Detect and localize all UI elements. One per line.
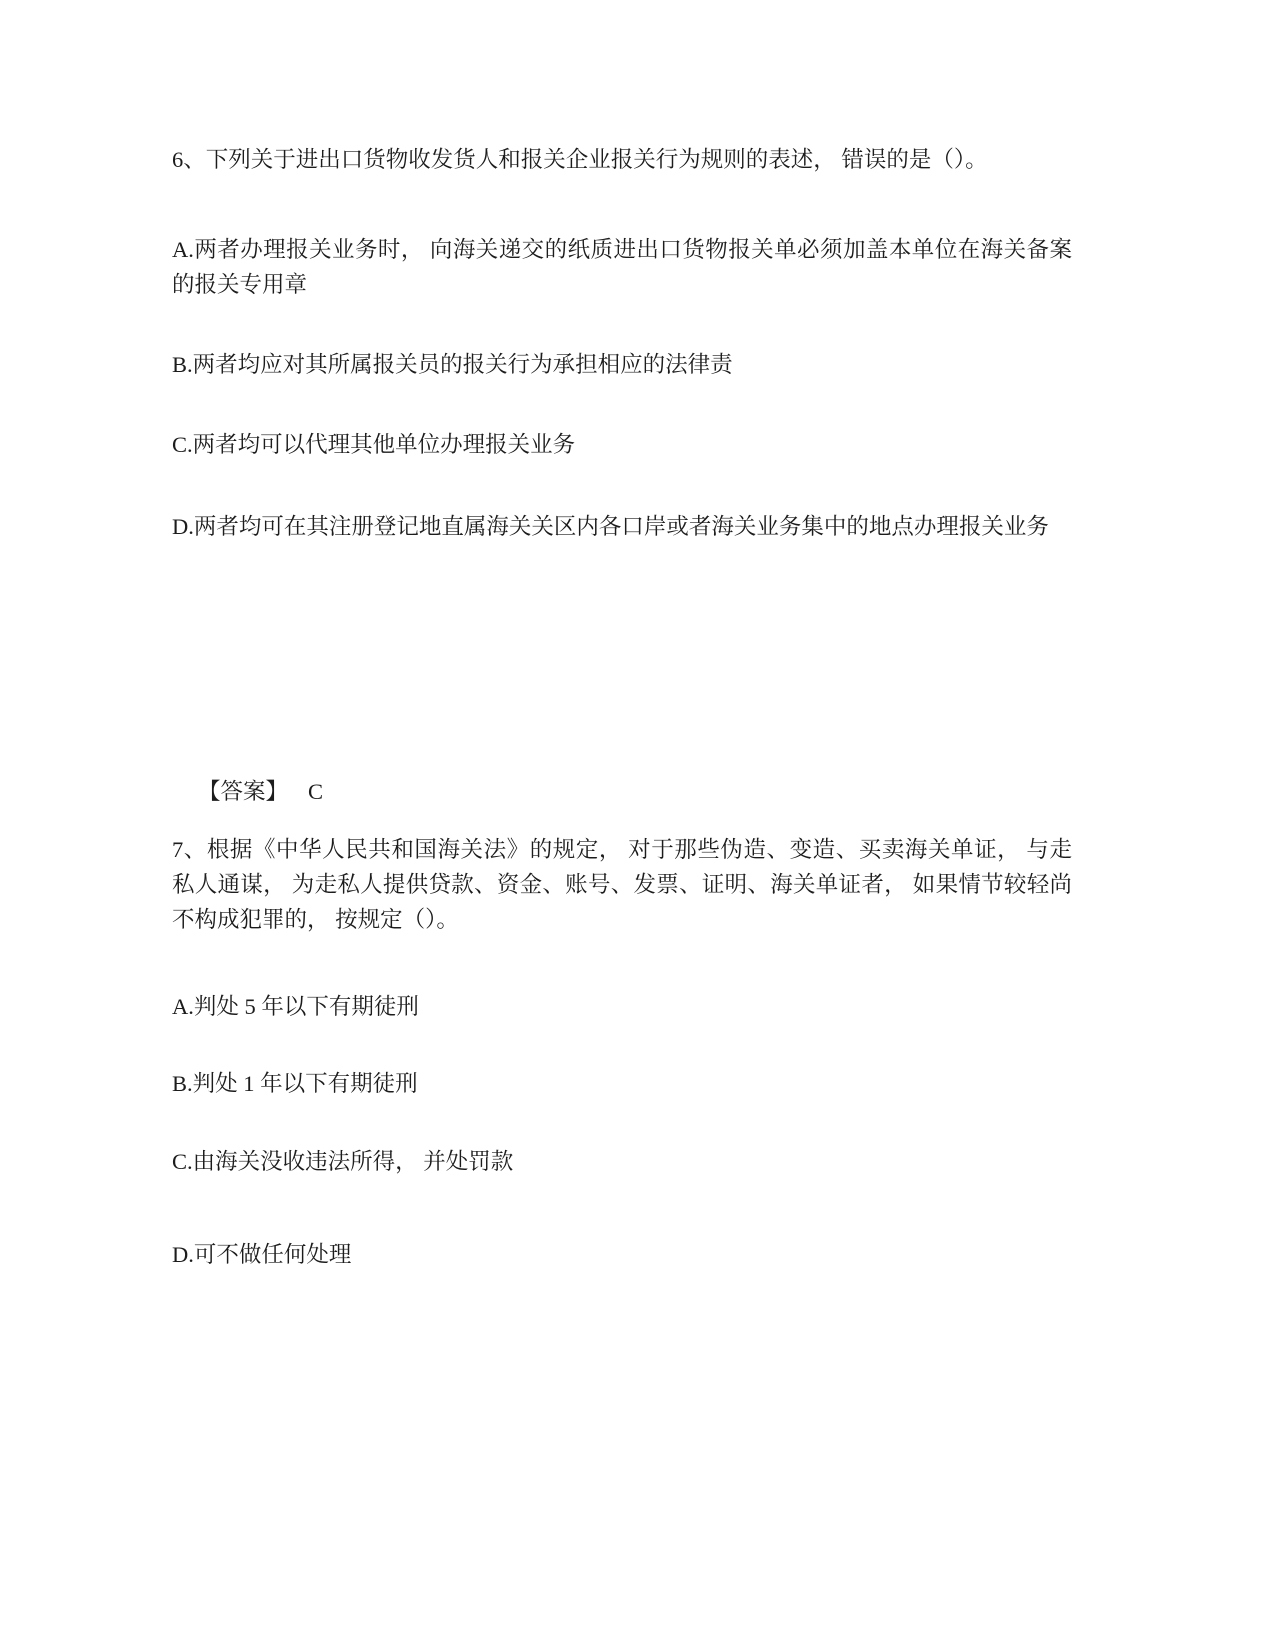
question-6-answer bbox=[198, 774, 1072, 809]
question-6-text: 下列关于进出口货物收发货人和报关企业报关行为规则的表述， 错误的是（）。 bbox=[205, 147, 988, 172]
option-label-c: C. bbox=[172, 1149, 193, 1174]
option-label-b: B. bbox=[172, 1071, 193, 1096]
option-label-d: D. bbox=[172, 1242, 194, 1267]
option-text-b: 两者均应对其所属报关员的报关行为承担相应的法律责 bbox=[192, 352, 733, 377]
option-text-c: 由海关没收违法所得， 并处罚款 bbox=[192, 1149, 514, 1174]
option-text-c: 两者均可以代理其他单位办理报关业务 bbox=[192, 432, 576, 457]
question-6-stem bbox=[172, 142, 1072, 177]
exam-content bbox=[172, 142, 1072, 1272]
answer-label: 【答案】 bbox=[198, 779, 289, 804]
option-label-b: B. bbox=[172, 352, 193, 377]
option-text-a: 判处 5 年以下有期徒刑 bbox=[193, 994, 419, 1019]
question-7-option-c bbox=[172, 1144, 1072, 1179]
question-6-option-d bbox=[172, 509, 1072, 544]
question-6-option-b bbox=[172, 347, 1072, 382]
question-7-number: 7、 bbox=[172, 837, 207, 862]
option-label-a: A. bbox=[172, 994, 194, 1019]
question-6-number: 6、 bbox=[172, 147, 206, 172]
option-text-d: 两者均可在其注册登记地直属海关关区内各口岸或者海关业务集中的地点办理报关业务 bbox=[193, 514, 1049, 539]
question-7-text: 根据《中华人民共和国海关法》的规定， 对于那些伪造、变造、买卖海关单证， 与走私人通谋， 为走私人提供贷款、资金、账号、发票、证明、海关单证者， 如果情节较轻尚不构成犯罪的， 按规定（）。 bbox=[172, 837, 1072, 932]
option-text-a: 两者办理报关业务时， 向海关递交的纸质进出口货物报关单必须加盖本单位在海关备案的报关专用章 bbox=[172, 237, 1072, 297]
question-6-option-c bbox=[172, 427, 1072, 462]
question-7-option-d bbox=[172, 1237, 1072, 1272]
answer-value: C bbox=[308, 779, 324, 804]
option-label-c: C. bbox=[172, 432, 193, 457]
question-7-stem bbox=[172, 832, 1072, 937]
question-7-option-b bbox=[172, 1066, 1072, 1101]
option-label-a: A. bbox=[172, 237, 194, 262]
question-7-option-a bbox=[172, 989, 1072, 1024]
option-text-b: 判处 1 年以下有期徒刑 bbox=[192, 1071, 418, 1096]
option-label-d: D. bbox=[172, 514, 194, 539]
option-text-d: 可不做任何处理 bbox=[193, 1242, 352, 1267]
question-6-option-a bbox=[172, 232, 1072, 302]
